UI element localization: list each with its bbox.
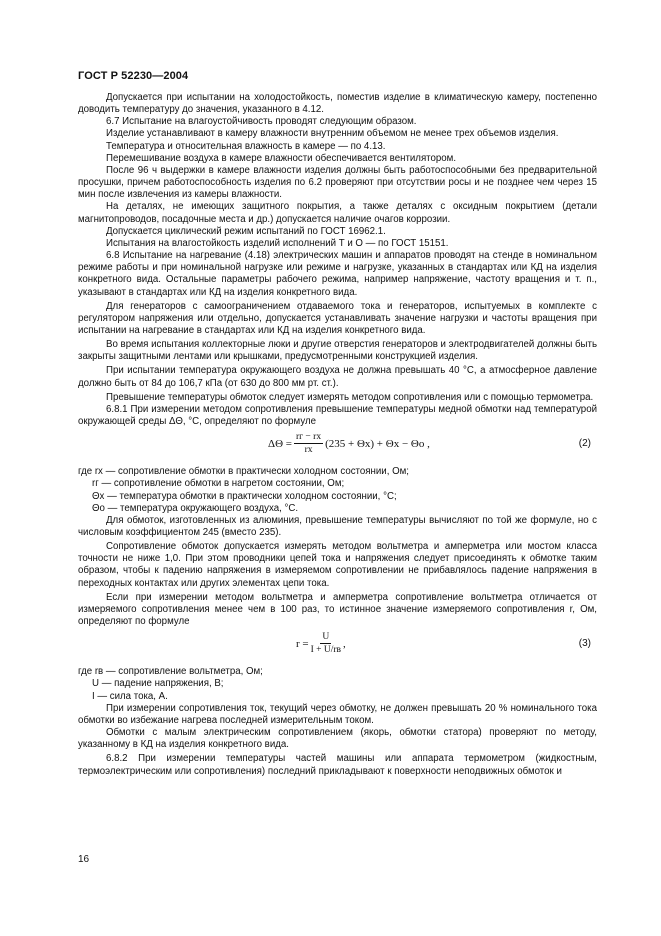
formula-rhs: ,	[343, 637, 346, 650]
paragraph: Перемешивание воздуха в камере влажности обеспечивается вентилятором.	[106, 152, 457, 164]
page-header-standard-code: ГОСТ Р 52230—2004	[78, 70, 189, 82]
formula-fraction	[294, 432, 323, 455]
formula-number: (2)	[578, 438, 591, 450]
formula-lhs: r =	[296, 637, 309, 650]
paragraph: Температура и относительная влажность в камере — по 4.13.	[106, 140, 386, 152]
formula-3	[78, 628, 597, 666]
paragraph: Изделие устанавливают в камеру влажности внутренним объемом не менее трех объемов изделия.	[106, 128, 559, 140]
definition-line: Θх — температура обмотки в практически холодном состоянии, °С;	[92, 490, 397, 502]
formula-number: (3)	[578, 638, 591, 650]
formula-rhs: (235 + Θх) + Θх − Θо ,	[325, 437, 430, 450]
fraction-denominator: I + U/rв	[310, 645, 342, 656]
fraction-numerator: U	[322, 632, 330, 643]
paragraph: Во время испытания коллекторные люки и другие отверстия генераторов и электродвигателей должны быть закрыты защитными лентами или крышками, предусмотренными конструкцией изделия.	[78, 339, 597, 363]
paragraph: При испытании температура окружающего воздуха не должна превышать 40 °С, а атмосферное давление должно быть от 84 до 106,7 кПа (от 630 до 800 мм рт. ст.).	[78, 365, 597, 389]
paragraph: При измерении сопротивления ток, текущий через обмотку, не должен превышать 20 % номинального тока обмотки во избежание нагрева последней измерительным током.	[78, 702, 597, 726]
paragraph: Превышение температуры обмоток следует измерять методом сопротивления или с помощью термометра.	[106, 391, 594, 403]
definition-line: U — падение напряжения, В;	[92, 678, 224, 690]
paragraph: Для генераторов с самоограничением отдаваемого тока и генераторов, испытуемых в комплекте с регулятором напряжения или отдельно, допускается устанавливать значение нагрузки и частоты вращения при испытании на нагревание в стандартах или КД на изделия конкретного вида.	[78, 300, 597, 336]
paragraph: Допускается при испытании на холодостойкость, поместив изделие в климатическую камеру, постепенно доводить температуру до значения, указанного в 4.12.	[78, 92, 597, 116]
formula-2	[78, 428, 597, 466]
definition-line: rг — сопротивление обмотки в нагретом состоянии, Ом;	[92, 478, 345, 490]
paragraph: 6.7 Испытание на влагоустойчивость проводят следующим образом.	[106, 116, 417, 128]
paragraph: Сопротивление обмоток допускается измерять методом вольтметра и амперметра или мостом класса точности не ниже 1,0. При этом проводники цепей тока и напряжения следует присоединять к обмотке таким образом, чтобы к падению напряжения в измеряемом сопротивлении не прибавлялось падение напряжения в переходных контактах или других элементах цепи тока.	[78, 541, 597, 589]
paragraph: На деталях, не имеющих защитного покрытия, а также деталях с оксидным покрытием (детали магнитопроводов, посадочные места и др.) допускается наличие очагов коррозии.	[78, 201, 597, 225]
definition-line: Θо — температура окружающего воздуха, °С.	[92, 502, 299, 514]
paragraph: Испытания на влагостойкость изделий исполнений Т и О — по ГОСТ 15151.	[106, 237, 449, 249]
definition-line: где rв — сопротивление вольтметра, Ом;	[78, 666, 263, 678]
page-body	[78, 92, 597, 778]
page-number: 16	[78, 854, 90, 865]
paragraph: 6.8.2 При измерении температуры частей машины или аппарата термометром (жидкостным, термоэлектрическим или сопротивления) последний прикладывают к поверхности неподвижных обмоток и	[78, 753, 597, 777]
paragraph: После 96 ч выдержки в камере влажности изделия должны быть работоспособными без предварительной просушки, причем работоспособность изделия по 6.2 проверяют при отсутствии росы и не позднее чем через 15 мин после извлечения из камеры влажности.	[78, 164, 597, 201]
fraction-numerator: rг − rх	[295, 432, 322, 443]
paragraph: 6.8 Испытание на нагревание (4.18) электрических машин и аппаратов проводят на стенде в номинальном режиме работы и при номинальной нагрузке или режиме и нагрузке, указанных в стандартах или КД на изделия конкретного вида. Остальные параметры рабочего режима, например напряжение, частоту вращения и т. п., указывают в стандартах или КД на изделия конкретного вида.	[78, 250, 597, 298]
paragraph: Допускается циклический режим испытаний по ГОСТ 16962.1.	[106, 225, 386, 237]
definition-line: где rх — сопротивление обмотки в практически холодном состоянии, Ом;	[78, 466, 409, 478]
definition-line: I — сила тока, А.	[92, 690, 168, 702]
fraction-denominator: rх	[304, 445, 313, 456]
paragraph: Если при измерении методом вольтметра и амперметра сопротивление вольтметра отличается от измеряемого сопротивления менее чем в 100 раз, то истинное значение измеряемого сопротивления r, Ом, определяют по формуле	[78, 591, 597, 628]
paragraph: Для обмоток, изготовленных из алюминия, превышение температуры вычисляют по той же формуле, но с числовым коэффициентом 245 (вместо 235).	[78, 514, 597, 538]
formula-lhs: ΔΘ =	[268, 437, 292, 450]
paragraph: Обмотки с малым электрическим сопротивлением (якорь, обмотки статора) проверяют по методу, указанному в КД на изделия конкретного вида.	[78, 727, 597, 751]
paragraph: 6.8.1 При измерении методом сопротивления превышение температуры медной обмотки над температурой окружающей среды ΔΘ, °С, определяют по формуле	[78, 403, 597, 428]
formula-fraction	[311, 632, 341, 655]
